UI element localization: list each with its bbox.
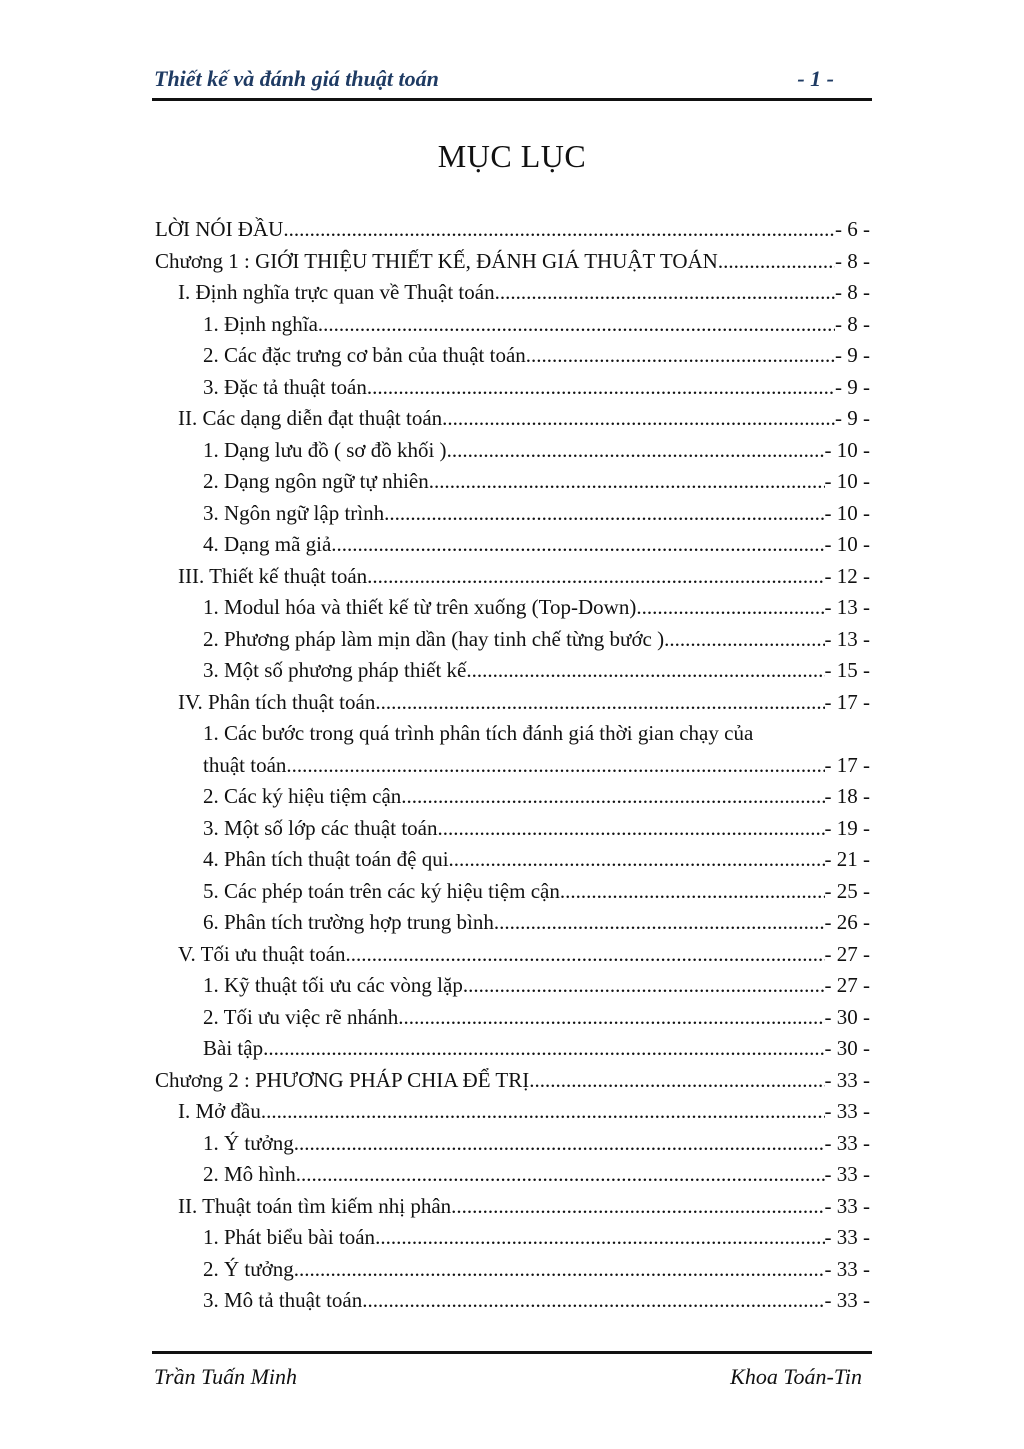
dot-leader [362,1285,824,1317]
dot-leader [560,876,825,908]
toc-entry-page: - 8 - [835,280,870,304]
toc-entry-text: 2. Mô hình [203,1162,296,1186]
toc-entry-text: LỜI NÓI ĐẦU [155,217,284,241]
toc-entry-line [155,214,870,246]
page-footer [152,1351,872,1389]
dot-leader [463,970,825,1002]
toc-entry[interactable] [0,939,1024,971]
dot-leader [494,907,825,939]
toc-entry-text: I. Mở đầu [178,1099,261,1123]
toc-entry[interactable] [0,718,1024,781]
toc-entry-line [203,340,870,372]
toc-entry[interactable] [0,970,1024,1002]
toc-entry-line [203,1222,870,1254]
toc-entry-page: - 19 - [824,815,870,840]
dot-leader [294,1128,825,1160]
dot-leader [454,844,825,876]
dot-leader [261,1096,825,1128]
toc-entry-page: - 18 - [824,784,870,808]
toc-entry-text: Chương 2 : PHƯƠNG PHÁP CHIA ĐỂ TRỊ [155,1067,530,1092]
toc-entry-text: 4. Dạng mã giả [203,532,332,556]
toc-entry-page: - 26 - [824,910,870,934]
toc-entry[interactable] [0,655,1024,687]
toc-entry-text: II. Các dạng diễn đạt thuật toán [178,406,443,430]
toc-entry-page: - 27 - [824,941,870,966]
toc-entry[interactable] [0,1065,1024,1097]
toc-entry-page: - 12 - [824,563,870,588]
toc-entry-text: Bài tập [203,1036,264,1060]
toc-entry-text: IV. Phân tích thuật toán [178,689,376,714]
toc-entry-text: 1. Dạng lưu đồ ( sơ đồ khối ) [203,437,447,462]
toc-entry[interactable] [0,1033,1024,1065]
toc-entry-page: - 9 - [835,406,870,430]
toc-entry-page: - 30 - [824,1004,870,1029]
toc-entry[interactable] [0,876,1024,908]
toc-entry-page: - 10 - [824,437,870,462]
dot-leader [375,687,824,719]
toc-entry-line [178,939,870,971]
toc-entry-line [203,529,870,561]
toc-entry-page: - 9 - [835,343,870,367]
footer-author: Trần Tuấn Minh [154,1364,298,1389]
dot-leader [442,403,835,435]
toc-entry-line [203,1285,870,1317]
toc-entry-line [203,844,870,876]
toc-entry-line [178,403,870,435]
toc-entry-page: - 10 - [824,469,870,493]
toc-entry-line [178,277,870,309]
dot-leader [718,246,835,278]
toc-entry-line [203,655,870,687]
toc-entry-page: - 30 - [824,1036,870,1060]
toc-entry-text: 3. Một số lớp các thuật toán [203,815,438,840]
toc-entry-page: - 33 - [824,1130,870,1155]
dot-leader [331,529,824,561]
toc-entry-page: - 33 - [824,1193,870,1218]
toc-entry-text: 2. Phương pháp làm mịn dần (hay tinh chế từng bước ) [203,626,665,651]
dot-leader [664,624,824,656]
toc-title: MỤC LỤC [437,138,587,174]
toc-entry[interactable] [0,592,1024,624]
page-header [152,66,872,101]
toc-entry[interactable] [0,561,1024,593]
dot-leader [294,1254,825,1286]
toc-entry-line [203,1033,870,1065]
toc-entry-page: - 10 - [824,532,870,556]
toc-entry-text: I. Định nghĩa trực quan về Thuật toán [178,280,495,304]
toc-entry-text: Chương 1 : GIỚI THIỆU THIẾT KẾ, ĐÁNH GIÁ THUẬT TOÁN [155,248,718,273]
toc-entry[interactable] [0,340,1024,372]
toc-entry-page: - 27 - [824,973,870,997]
toc-entry-text: 3. Một số phương pháp thiết kế [203,658,467,682]
toc-entry-page: - 13 - [824,595,870,619]
toc-entry[interactable] [0,1285,1024,1317]
dot-leader [526,340,835,372]
toc-entry-text: 1. Định nghĩa [203,311,318,336]
dot-leader [429,466,825,498]
toc-entry-text: 5. Các phép toán trên các ký hiệu tiệm cận [203,878,560,903]
toc-entry-page: - 6 - [835,217,870,241]
dot-leader [367,372,835,404]
toc-entry-line [203,970,870,1002]
toc-entry-page: - 21 - [824,847,870,871]
toc-entry[interactable] [0,1159,1024,1191]
toc-entry[interactable] [0,277,1024,309]
dot-leader [389,498,824,530]
toc-entry-line [178,1096,870,1128]
toc-entry-page: - 17 - [824,689,870,714]
dot-leader [296,1159,825,1191]
dot-leader [437,813,824,845]
toc-entry-line [203,372,870,404]
toc-entry-line [203,813,870,845]
toc-entry[interactable] [0,435,1024,467]
toc-entry[interactable] [0,498,1024,530]
dot-leader [367,561,824,593]
toc-entry-line [203,781,870,813]
toc-entry-page: - 17 - [824,752,870,777]
toc-entry[interactable] [0,466,1024,498]
toc-entry-text: 1. Kỹ thuật tối ưu các vòng lặp [203,973,463,997]
toc-entry[interactable] [0,1222,1024,1254]
toc-entry-line [178,687,870,719]
toc-entry-line [178,1191,870,1223]
toc-entry-line [203,1254,870,1286]
toc-entry[interactable] [0,246,1024,278]
toc-entry[interactable] [0,1254,1024,1286]
toc-entry-page: - 9 - [835,374,870,399]
toc-entry-line [203,907,870,939]
toc-entry-line [203,466,870,498]
toc-entry-line [203,435,870,467]
table-of-contents [0,214,1024,1317]
toc-entry-text: 1. Modul hóa và thiết kế từ trên xuống (Top-Down) [203,595,637,619]
toc-entry[interactable] [0,1002,1024,1034]
toc-entry-text: 1. Ý tưởng [203,1130,294,1155]
toc-entry-text: 1. Phát biểu bài toán [203,1225,376,1249]
toc-entry-page: - 33 - [824,1162,870,1186]
toc-entry-line [203,592,870,624]
toc-entry-page: - 8 - [835,311,870,336]
footer-department: Khoa Toán-Tin [730,1364,862,1389]
toc-entry-page: - 33 - [824,1288,870,1312]
toc-entry[interactable] [0,529,1024,561]
toc-entry-line [178,561,870,593]
header-page-number: - 1 - [797,66,834,91]
toc-entry-line [203,1002,870,1034]
dot-leader [447,435,825,467]
toc-entry[interactable] [0,1128,1024,1160]
toc-entry-page: - 13 - [824,626,870,651]
dot-leader [286,750,824,782]
dot-leader [318,309,835,341]
toc-entry-page: - 33 - [824,1099,870,1123]
toc-entry[interactable] [0,813,1024,845]
toc-entry-text: 1. Các bước trong quá trình phân tích đánh giá thời gian chạy của [203,721,754,745]
dot-leader [398,1002,824,1034]
toc-entry-text: 4. Phân tích thuật toán đệ qui. [203,847,454,871]
toc-entry-text-continued: thuật toán [203,752,287,777]
toc-entry-line [155,1065,870,1097]
toc-entry-page: - 33 - [824,1256,870,1281]
toc-entry-line [155,246,870,278]
toc-entry-text: II. Thuật toán tìm kiếm nhị phân [178,1193,452,1218]
dot-leader [375,1222,824,1254]
toc-entry[interactable] [0,687,1024,719]
toc-entry-page: - 15 - [824,658,870,682]
toc-entry-text: 2. Ý tưởng [203,1256,294,1281]
toc-entry-page: - 10 - [824,500,870,525]
toc-entry[interactable] [0,309,1024,341]
dot-leader [451,1191,824,1223]
toc-entry-line [203,750,870,782]
toc-entry-page: - 33 - [824,1067,870,1092]
toc-entry-line [203,498,870,530]
dot-leader [263,1033,824,1065]
toc-entry-text: 3. Mô tả thuật toán [203,1288,363,1312]
dot-leader [495,277,835,309]
toc-entry-text: 6. Phân tích trường hợp trung bình [203,910,494,934]
toc-entry-page: - 33 - [824,1225,870,1249]
toc-entry[interactable] [0,844,1024,876]
toc-entry-line [203,624,870,656]
toc-entry[interactable] [0,624,1024,656]
toc-entry-text: 2. Các ký hiệu tiệm cận [203,784,402,808]
toc-entry-text: 2. Các đặc trưng cơ bản của thuật toán [203,343,526,367]
toc-entry-line [203,1128,870,1160]
toc-entry[interactable] [0,1191,1024,1223]
toc-entry-line [203,876,870,908]
toc-entry-text: III. Thiết kế thuật toán [178,563,368,588]
toc-entry-text: 3. Ngôn ngữ lập trình. [203,500,390,525]
toc-entry[interactable] [0,403,1024,435]
toc-entry-text: V. Tối ưu thuật toán [178,941,346,966]
toc-entry-page: - 8 - [835,248,870,273]
dot-leader [636,592,824,624]
dot-leader [401,781,824,813]
dot-leader [283,214,835,246]
toc-entry-text: 2. Dạng ngôn ngữ tự nhiên [203,469,429,493]
toc-entry[interactable] [0,781,1024,813]
toc-entry[interactable] [0,907,1024,939]
toc-entry-text: 3. Đặc tả thuật toán [203,374,367,399]
dot-leader [346,939,825,971]
toc-entry-line [203,1159,870,1191]
toc-entry[interactable] [0,214,1024,246]
toc-entry[interactable] [0,1096,1024,1128]
dot-leader [466,655,824,687]
toc-entry-page: - 25 - [824,878,870,903]
toc-entry[interactable] [0,372,1024,404]
header-title: Thiết kế và đánh giá thuật toán [154,66,439,91]
toc-entry-line [203,309,870,341]
dot-leader [529,1065,824,1097]
toc-entry-text: 2. Tối ưu việc rẽ nhánh [203,1004,399,1029]
